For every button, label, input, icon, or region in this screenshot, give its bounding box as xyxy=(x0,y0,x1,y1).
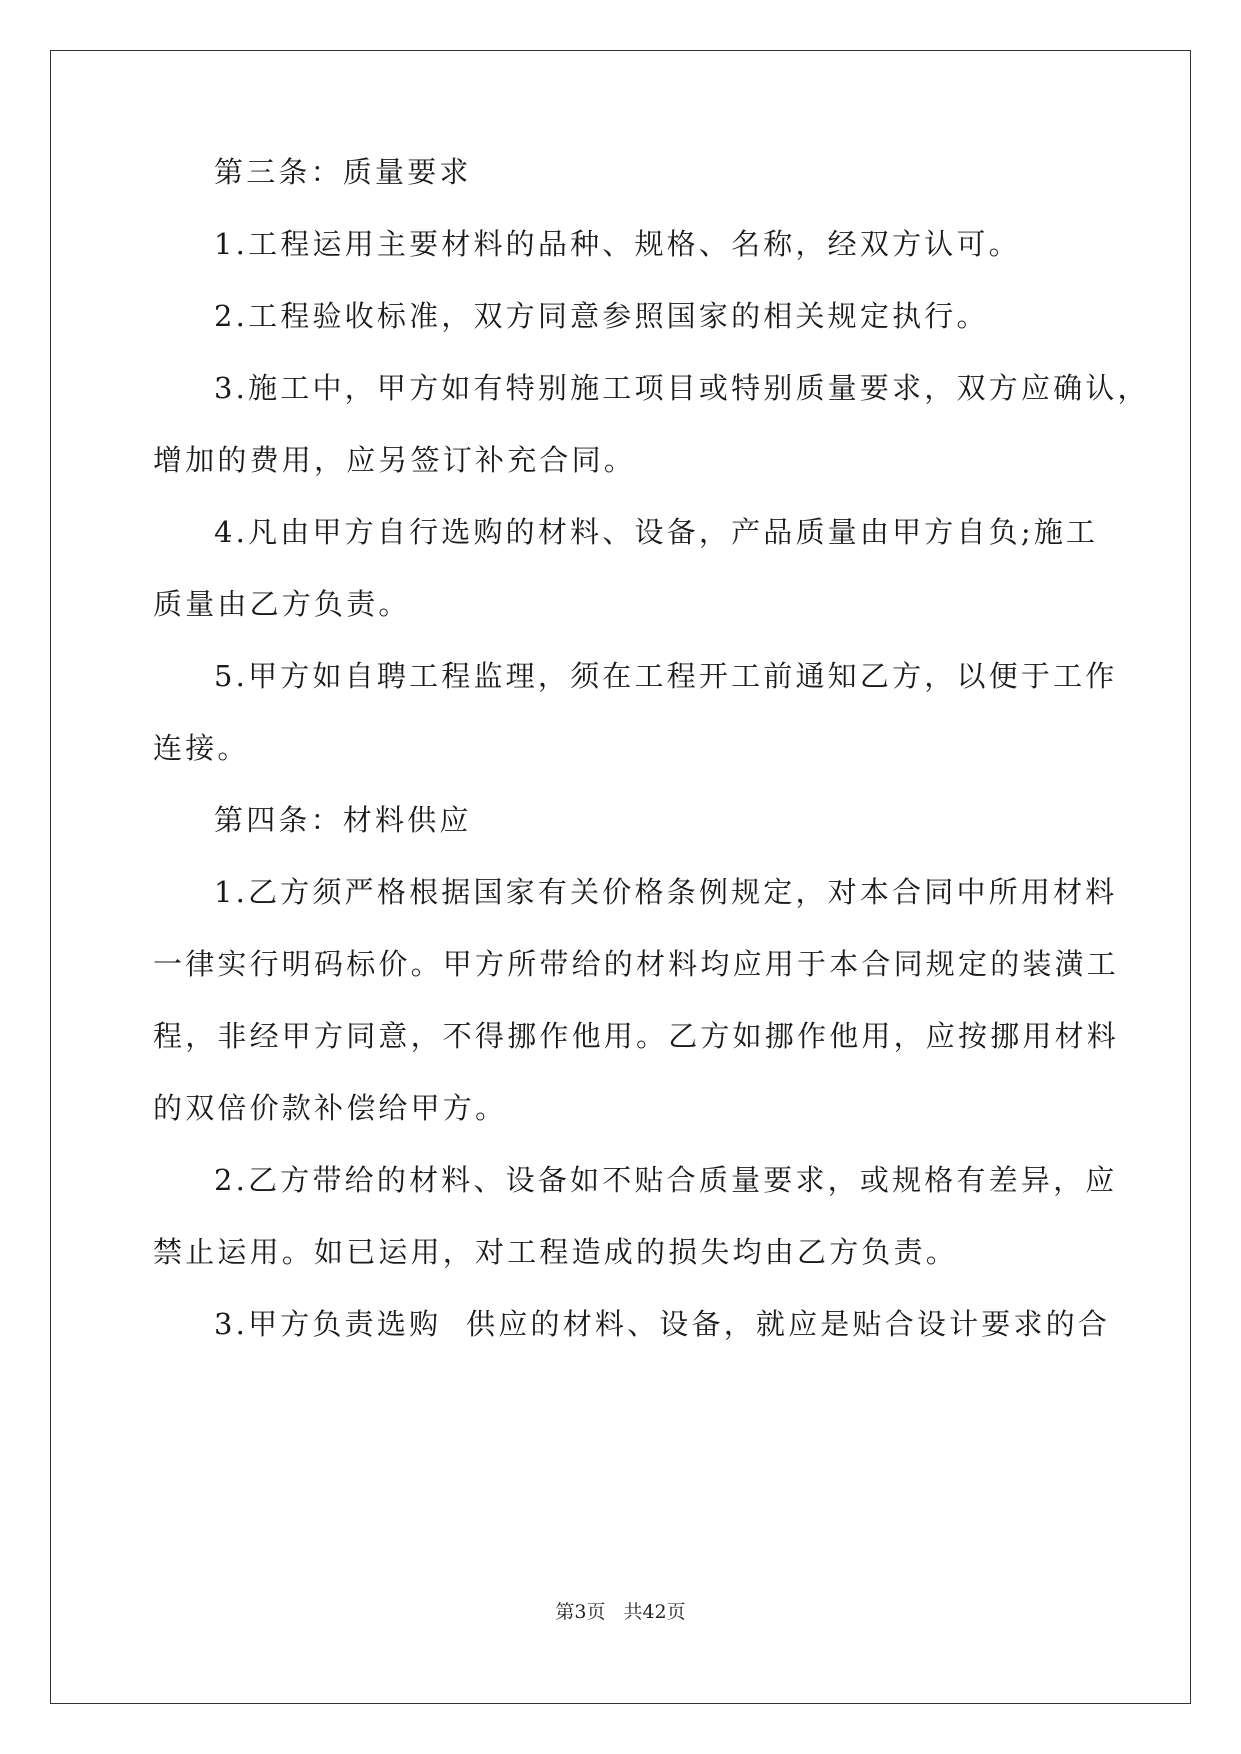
paragraph-line: 2.乙方带给的材料、设备如不贴合质量要求，或规格有差异，应 xyxy=(214,1163,1118,1197)
section-heading-materials: 第四条：材料供应 xyxy=(214,803,472,837)
paragraph-line: 程，非经甲方同意，不得挪作他用。乙方如挪作他用，应按挪用材料 xyxy=(153,1019,1120,1053)
paragraph-line: 2.工程验收标准，双方同意参照国家的相关规定执行。 xyxy=(214,299,989,333)
paragraph-line: 一律实行明码标价。甲方所带给的材料均应用于本合同规定的装潢工 xyxy=(153,947,1120,981)
page-number-current: 第3页 xyxy=(555,1601,606,1623)
paragraph-line: 5.甲方如自聘工程监理，须在工程开工前通知乙方，以便于工作 xyxy=(214,659,1118,693)
paragraph-line: 1.乙方须严格根据国家有关价格条例规定，对本合同中所用材料 xyxy=(214,875,1118,909)
paragraph-line: 的双倍价款补偿给甲方。 xyxy=(153,1091,508,1125)
paragraph-line: 3.施工中，甲方如有特别施工项目或特别质量要求，双方应确认， xyxy=(214,371,1150,405)
paragraph-line: 禁止运用。如已运用，对工程造成的损失均由乙方负责。 xyxy=(153,1235,959,1269)
paragraph-line: 3.甲方负责选购 供应的材料、设备，就应是贴合设计要求的合 xyxy=(214,1307,1111,1341)
paragraph-line: 1.工程运用主要材料的品种、规格、名称，经双方认可。 xyxy=(214,227,1021,261)
section-heading-quality: 第三条：质量要求 xyxy=(214,155,472,189)
paragraph-line: 增加的费用，应另签订补充合同。 xyxy=(153,443,637,477)
paragraph-line: 4.凡由甲方自行选购的材料、设备，产品质量由甲方自负;施工 xyxy=(214,515,1099,549)
paragraph-line: 连接。 xyxy=(153,731,250,765)
page-footer xyxy=(0,1600,1241,1624)
paragraph-line: 质量由乙方负责。 xyxy=(153,587,411,621)
page-number-total: 共42页 xyxy=(623,1601,686,1623)
